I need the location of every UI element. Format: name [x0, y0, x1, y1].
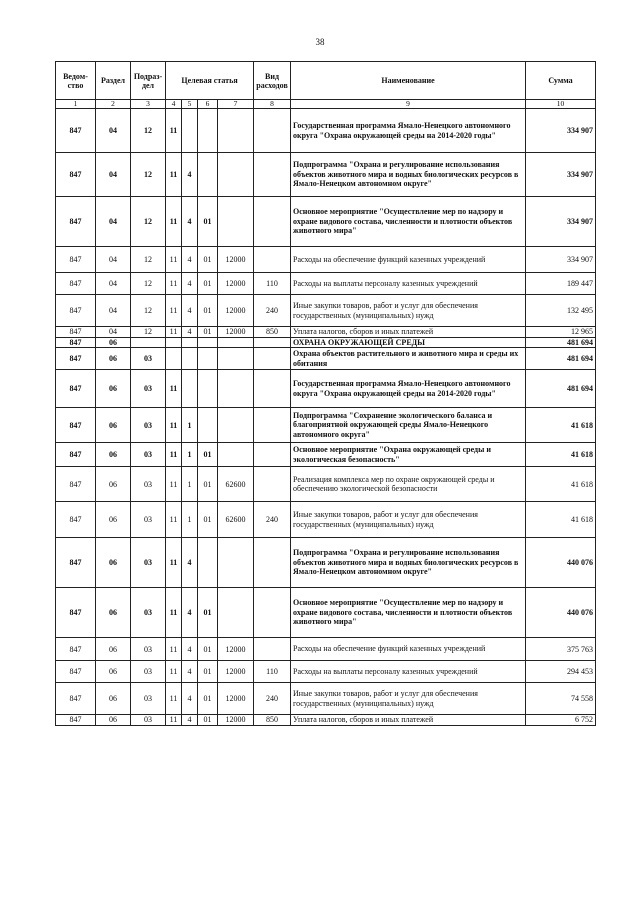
- cell-vedomstvo: 847: [56, 247, 96, 273]
- cell-target-direction: 12000: [218, 638, 254, 661]
- cell-vedomstvo: 847: [56, 197, 96, 247]
- cell-target-program: 11: [166, 638, 182, 661]
- cell-summa: 41 618: [526, 443, 596, 467]
- cell-summa: 12 965: [526, 327, 596, 338]
- table-row: [56, 638, 596, 661]
- header-vid-rashodov: Вид расходов: [254, 62, 291, 100]
- table-row: [56, 408, 596, 443]
- cell-vedomstvo: 847: [56, 337, 96, 348]
- cell-summa: 132 495: [526, 295, 596, 327]
- table-row: [56, 295, 596, 327]
- cell-vid-rashodov: 110: [254, 273, 291, 295]
- cell-summa: 41 618: [526, 502, 596, 538]
- cell-podrazdel: 03: [131, 443, 166, 467]
- cell-target-program: 11: [166, 153, 182, 197]
- cell-target-direction: [218, 109, 254, 153]
- cell-podrazdel: 12: [131, 247, 166, 273]
- cell-naimenovanie: Расходы на выплаты персоналу казенных учреждений: [291, 273, 526, 295]
- cell-target-subprogram: 4: [182, 273, 198, 295]
- cell-vedomstvo: 847: [56, 715, 96, 726]
- cell-summa: 334 907: [526, 153, 596, 197]
- cell-target-subprogram: 1: [182, 408, 198, 443]
- cell-vedomstvo: 847: [56, 661, 96, 683]
- cell-razdel: 06: [96, 443, 131, 467]
- cell-summa: 41 618: [526, 408, 596, 443]
- cell-target-direction: [218, 348, 254, 370]
- cell-vedomstvo: 847: [56, 295, 96, 327]
- cell-target-activity: [198, 408, 218, 443]
- cell-naimenovanie: Реализация комплекса мер по охране окружающей среды и обеспечению экологической безопасности: [291, 467, 526, 502]
- cell-target-subprogram: 4: [182, 683, 198, 715]
- column-number: 3: [131, 100, 166, 109]
- table-row: [56, 153, 596, 197]
- cell-target-direction: 12000: [218, 327, 254, 338]
- cell-target-program: 11: [166, 588, 182, 638]
- table-row: [56, 327, 596, 338]
- cell-target-direction: 12000: [218, 295, 254, 327]
- cell-razdel: 06: [96, 348, 131, 370]
- cell-vid-rashodov: [254, 638, 291, 661]
- cell-target-activity: [198, 337, 218, 348]
- cell-target-subprogram: 1: [182, 467, 198, 502]
- cell-target-subprogram: 4: [182, 197, 198, 247]
- column-number-row: [56, 100, 596, 109]
- cell-target-program: 11: [166, 683, 182, 715]
- cell-naimenovanie: Расходы на обеспечение функций казенных учреждений: [291, 247, 526, 273]
- cell-target-activity: 01: [198, 327, 218, 338]
- cell-vedomstvo: 847: [56, 683, 96, 715]
- column-number: 5: [182, 100, 198, 109]
- cell-target-direction: [218, 538, 254, 588]
- cell-naimenovanie: Подпрограмма "Охрана и регулирование использования объектов животного мира и водных биологических ресурсов в Ямало-Ненецком автономном округе": [291, 538, 526, 588]
- cell-podrazdel: 12: [131, 273, 166, 295]
- table-row: [56, 273, 596, 295]
- cell-target-program: 11: [166, 295, 182, 327]
- cell-target-direction: [218, 443, 254, 467]
- cell-target-activity: 01: [198, 683, 218, 715]
- cell-target-direction: [218, 588, 254, 638]
- cell-razdel: 06: [96, 538, 131, 588]
- cell-summa: 481 694: [526, 370, 596, 408]
- cell-target-program: 11: [166, 273, 182, 295]
- cell-target-activity: 01: [198, 661, 218, 683]
- cell-razdel: 06: [96, 370, 131, 408]
- cell-vedomstvo: 847: [56, 153, 96, 197]
- column-number: 9: [291, 100, 526, 109]
- cell-target-program: [166, 348, 182, 370]
- cell-summa: 41 618: [526, 467, 596, 502]
- cell-target-activity: 01: [198, 715, 218, 726]
- cell-target-activity: 01: [198, 588, 218, 638]
- cell-razdel: 06: [96, 502, 131, 538]
- cell-vid-rashodov: 240: [254, 295, 291, 327]
- cell-razdel: 06: [96, 661, 131, 683]
- cell-target-subprogram: 4: [182, 661, 198, 683]
- cell-naimenovanie: Основное мероприятие "Осуществление мер по надзору и охране видового состава, численности и плотности объектов животного мира": [291, 197, 526, 247]
- cell-razdel: 04: [96, 247, 131, 273]
- cell-vedomstvo: 847: [56, 588, 96, 638]
- cell-target-subprogram: [182, 337, 198, 348]
- column-number: 10: [526, 100, 596, 109]
- cell-vid-rashodov: [254, 247, 291, 273]
- cell-summa: 334 907: [526, 109, 596, 153]
- cell-summa: 440 076: [526, 538, 596, 588]
- cell-target-direction: 62600: [218, 502, 254, 538]
- cell-naimenovanie: Государственная программа Ямало-Ненецкого автономного округа "Охрана окружающей среды на 2014-2020 годы": [291, 370, 526, 408]
- cell-vid-rashodov: [254, 197, 291, 247]
- cell-summa: 74 558: [526, 683, 596, 715]
- cell-target-direction: 12000: [218, 683, 254, 715]
- table-row: [56, 502, 596, 538]
- table-row: [56, 197, 596, 247]
- cell-vid-rashodov: 110: [254, 661, 291, 683]
- cell-target-subprogram: 4: [182, 327, 198, 338]
- cell-razdel: 04: [96, 273, 131, 295]
- column-number: 6: [198, 100, 218, 109]
- cell-naimenovanie: Иные закупки товаров, работ и услуг для обеспечения государственных (муниципальных) нужд: [291, 295, 526, 327]
- cell-vedomstvo: 847: [56, 109, 96, 153]
- cell-podrazdel: 12: [131, 197, 166, 247]
- cell-target-subprogram: 4: [182, 153, 198, 197]
- budget-table: [55, 61, 596, 726]
- cell-target-program: 11: [166, 370, 182, 408]
- cell-target-direction: 12000: [218, 715, 254, 726]
- cell-target-program: [166, 337, 182, 348]
- cell-naimenovanie: Основное мероприятие "Осуществление мер по надзору и охране видового состава, численности и плотности объектов животного мира": [291, 588, 526, 638]
- cell-vedomstvo: 847: [56, 443, 96, 467]
- cell-target-program: 11: [166, 247, 182, 273]
- cell-naimenovanie: Подпрограмма "Сохранение экологического баланса и благоприятной окружающей среды Ямало-Ненецкого автономного округа": [291, 408, 526, 443]
- cell-razdel: 04: [96, 153, 131, 197]
- cell-vedomstvo: 847: [56, 467, 96, 502]
- cell-naimenovanie: Иные закупки товаров, работ и услуг для обеспечения государственных (муниципальных) нужд: [291, 502, 526, 538]
- cell-target-program: 11: [166, 109, 182, 153]
- cell-target-program: 11: [166, 327, 182, 338]
- cell-naimenovanie: Государственная программа Ямало-Ненецкого автономного округа "Охрана окружающей среды на 2014-2020 годы": [291, 109, 526, 153]
- cell-podrazdel: 03: [131, 370, 166, 408]
- cell-target-direction: [218, 337, 254, 348]
- cell-razdel: 06: [96, 683, 131, 715]
- column-number: 8: [254, 100, 291, 109]
- cell-podrazdel: 12: [131, 327, 166, 338]
- table-row: [56, 337, 596, 348]
- cell-naimenovanie: Иные закупки товаров, работ и услуг для обеспечения государственных (муниципальных) нужд: [291, 683, 526, 715]
- cell-target-activity: 01: [198, 247, 218, 273]
- cell-podrazdel: 03: [131, 683, 166, 715]
- cell-target-program: 11: [166, 443, 182, 467]
- cell-vedomstvo: 847: [56, 638, 96, 661]
- cell-podrazdel: 12: [131, 295, 166, 327]
- table-row: [56, 661, 596, 683]
- cell-vedomstvo: 847: [56, 273, 96, 295]
- cell-vid-rashodov: 240: [254, 502, 291, 538]
- cell-naimenovanie: Подпрограмма "Охрана и регулирование использования объектов животного мира и водных биологических ресурсов в Ямало-Ненецком автономном округе": [291, 153, 526, 197]
- cell-summa: 440 076: [526, 588, 596, 638]
- table-row: [56, 443, 596, 467]
- cell-target-subprogram: [182, 370, 198, 408]
- cell-vid-rashodov: [254, 348, 291, 370]
- table-row: [56, 247, 596, 273]
- cell-target-activity: [198, 370, 218, 408]
- cell-podrazdel: 03: [131, 588, 166, 638]
- cell-target-subprogram: [182, 348, 198, 370]
- cell-target-activity: 01: [198, 638, 218, 661]
- cell-podrazdel: 03: [131, 661, 166, 683]
- cell-target-direction: 12000: [218, 661, 254, 683]
- cell-target-program: 11: [166, 408, 182, 443]
- cell-target-direction: [218, 197, 254, 247]
- cell-vedomstvo: 847: [56, 370, 96, 408]
- header-summa: Сумма: [526, 62, 596, 100]
- cell-razdel: 06: [96, 408, 131, 443]
- column-number: 7: [218, 100, 254, 109]
- cell-vid-rashodov: [254, 467, 291, 502]
- cell-target-subprogram: 4: [182, 715, 198, 726]
- cell-target-activity: [198, 153, 218, 197]
- cell-summa: 481 694: [526, 348, 596, 370]
- cell-naimenovanie: Уплата налогов, сборов и иных платежей: [291, 327, 526, 338]
- cell-vid-rashodov: [254, 443, 291, 467]
- cell-target-direction: [218, 370, 254, 408]
- cell-razdel: 06: [96, 467, 131, 502]
- cell-vid-rashodov: [254, 538, 291, 588]
- cell-target-direction: 12000: [218, 273, 254, 295]
- column-number: 2: [96, 100, 131, 109]
- cell-summa: 481 694: [526, 337, 596, 348]
- cell-vid-rashodov: 850: [254, 327, 291, 338]
- cell-razdel: 04: [96, 295, 131, 327]
- cell-target-direction: 12000: [218, 247, 254, 273]
- cell-target-activity: [198, 109, 218, 153]
- cell-target-activity: 01: [198, 467, 218, 502]
- cell-razdel: 06: [96, 337, 131, 348]
- table-row: [56, 588, 596, 638]
- cell-vid-rashodov: 240: [254, 683, 291, 715]
- cell-target-subprogram: [182, 109, 198, 153]
- cell-podrazdel: 03: [131, 638, 166, 661]
- cell-vedomstvo: 847: [56, 408, 96, 443]
- cell-target-activity: [198, 348, 218, 370]
- cell-podrazdel: 12: [131, 153, 166, 197]
- header-vedomstvo: Ведом-ство: [56, 62, 96, 100]
- table-row: [56, 348, 596, 370]
- cell-vedomstvo: 847: [56, 327, 96, 338]
- cell-target-activity: [198, 538, 218, 588]
- cell-vedomstvo: 847: [56, 348, 96, 370]
- header-podrazdel: Подраз-дел: [131, 62, 166, 100]
- cell-podrazdel: 03: [131, 502, 166, 538]
- cell-target-subprogram: 4: [182, 588, 198, 638]
- cell-target-program: 11: [166, 502, 182, 538]
- cell-target-activity: 01: [198, 273, 218, 295]
- cell-razdel: 04: [96, 327, 131, 338]
- cell-naimenovanie: Расходы на выплаты персоналу казенных учреждений: [291, 661, 526, 683]
- cell-vid-rashodov: 850: [254, 715, 291, 726]
- cell-podrazdel: 03: [131, 538, 166, 588]
- cell-podrazdel: 03: [131, 348, 166, 370]
- cell-vid-rashodov: [254, 337, 291, 348]
- cell-target-subprogram: 4: [182, 295, 198, 327]
- cell-naimenovanie: ОХРАНА ОКРУЖАЮЩЕЙ СРЕДЫ: [291, 337, 526, 348]
- cell-vid-rashodov: [254, 408, 291, 443]
- cell-target-direction: [218, 153, 254, 197]
- cell-summa: 189 447: [526, 273, 596, 295]
- page-number: 38: [315, 37, 325, 47]
- cell-target-subprogram: 1: [182, 443, 198, 467]
- cell-vid-rashodov: [254, 109, 291, 153]
- cell-podrazdel: [131, 337, 166, 348]
- cell-podrazdel: 03: [131, 408, 166, 443]
- cell-target-activity: 01: [198, 502, 218, 538]
- cell-target-activity: 01: [198, 443, 218, 467]
- cell-summa: 375 763: [526, 638, 596, 661]
- header-row: [56, 62, 596, 100]
- cell-naimenovanie: Основное мероприятие "Охрана окружающей среды и экологическая безопасность": [291, 443, 526, 467]
- header-celevaya-statya: Целевая статья: [166, 62, 254, 100]
- cell-summa: 6 752: [526, 715, 596, 726]
- cell-target-subprogram: 1: [182, 502, 198, 538]
- cell-naimenovanie: Расходы на обеспечение функций казенных учреждений: [291, 638, 526, 661]
- cell-target-activity: 01: [198, 295, 218, 327]
- cell-target-program: 11: [166, 197, 182, 247]
- table-row: [56, 538, 596, 588]
- header-naimenovanie: Наименование: [291, 62, 526, 100]
- table-row: [56, 370, 596, 408]
- cell-target-program: 11: [166, 661, 182, 683]
- cell-target-program: 11: [166, 467, 182, 502]
- cell-target-program: 11: [166, 715, 182, 726]
- cell-target-subprogram: 4: [182, 538, 198, 588]
- header-razdel: Раздел: [96, 62, 131, 100]
- cell-razdel: 04: [96, 197, 131, 247]
- cell-target-subprogram: 4: [182, 638, 198, 661]
- cell-target-subprogram: 4: [182, 247, 198, 273]
- cell-razdel: 06: [96, 715, 131, 726]
- cell-naimenovanie: Уплата налогов, сборов и иных платежей: [291, 715, 526, 726]
- cell-razdel: 06: [96, 638, 131, 661]
- cell-vid-rashodov: [254, 153, 291, 197]
- cell-target-program: 11: [166, 538, 182, 588]
- table-row: [56, 467, 596, 502]
- cell-target-activity: 01: [198, 197, 218, 247]
- table-row: [56, 683, 596, 715]
- cell-vid-rashodov: [254, 370, 291, 408]
- table-row: [56, 715, 596, 726]
- cell-podrazdel: 12: [131, 109, 166, 153]
- column-number: 4: [166, 100, 182, 109]
- cell-summa: 334 907: [526, 197, 596, 247]
- cell-razdel: 06: [96, 588, 131, 638]
- cell-vedomstvo: 847: [56, 502, 96, 538]
- cell-target-direction: [218, 408, 254, 443]
- cell-razdel: 04: [96, 109, 131, 153]
- cell-target-direction: 62600: [218, 467, 254, 502]
- cell-vedomstvo: 847: [56, 538, 96, 588]
- cell-podrazdel: 03: [131, 467, 166, 502]
- cell-vid-rashodov: [254, 588, 291, 638]
- table-row: [56, 109, 596, 153]
- column-number: 1: [56, 100, 96, 109]
- cell-summa: 334 907: [526, 247, 596, 273]
- cell-summa: 294 453: [526, 661, 596, 683]
- cell-podrazdel: 03: [131, 715, 166, 726]
- cell-naimenovanie: Охрана объектов растительного и животного мира и среды их обитания: [291, 348, 526, 370]
